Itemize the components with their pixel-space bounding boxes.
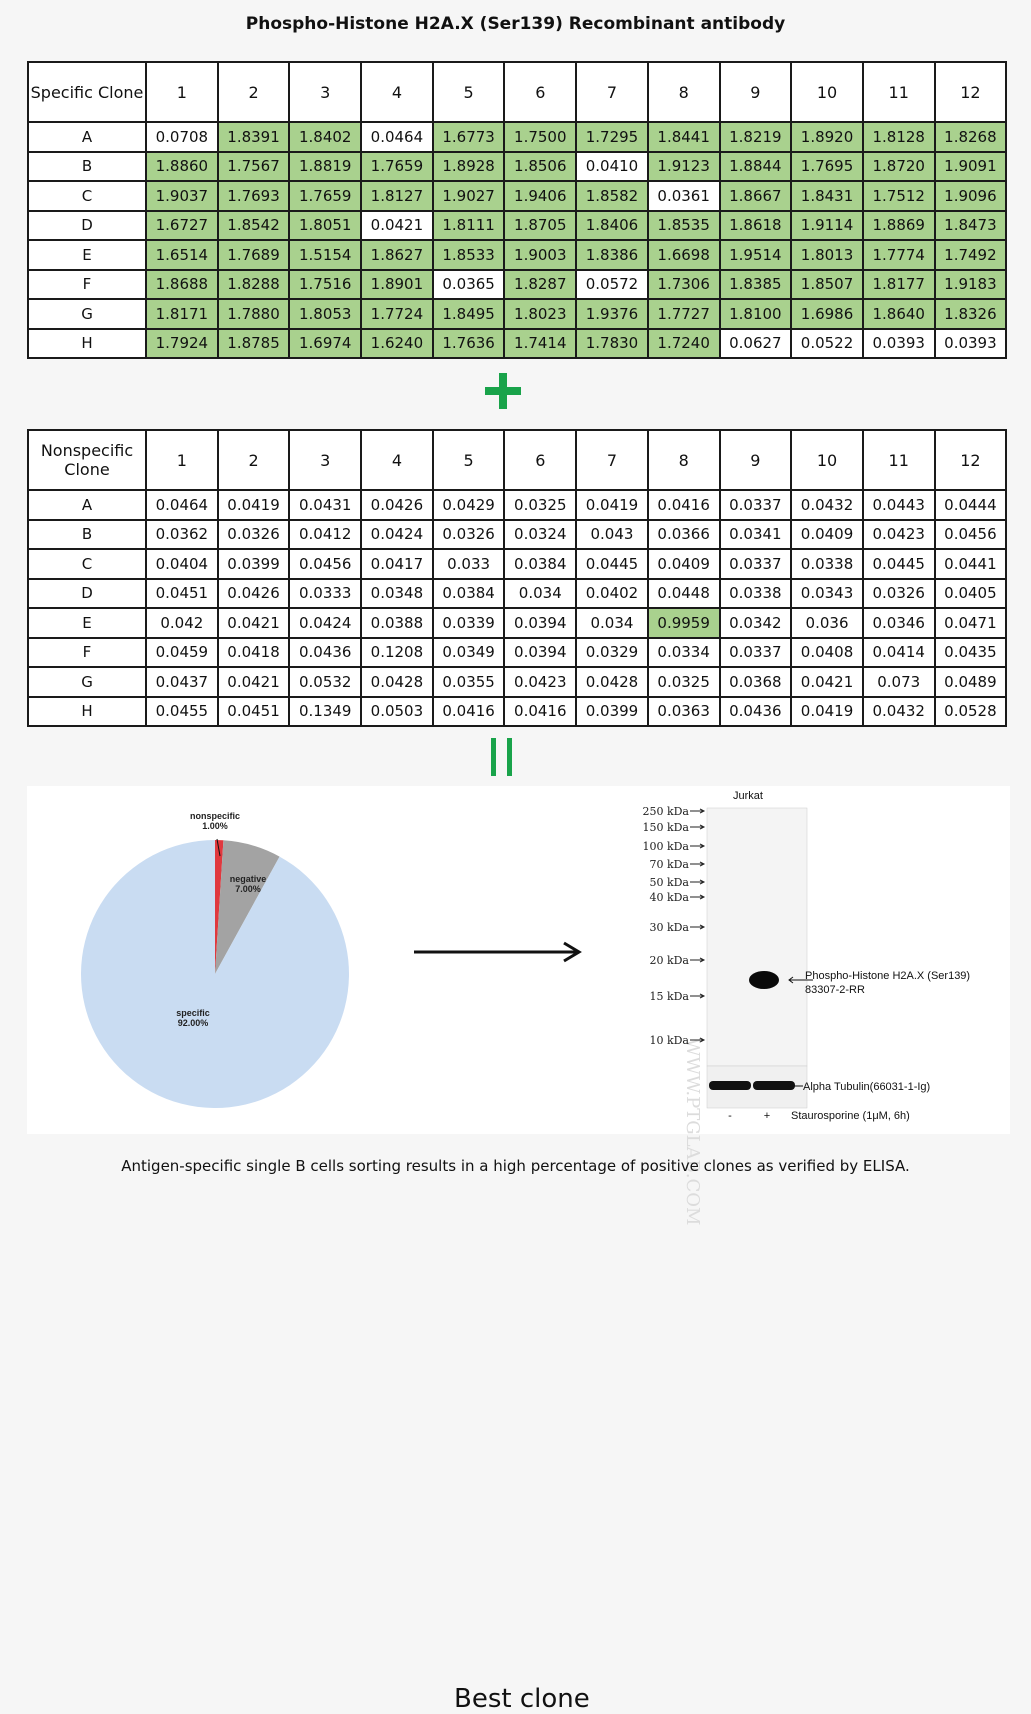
specific-cell: 1.8386: [576, 240, 648, 270]
specific-col-header: 12: [935, 62, 1007, 122]
specific-cell: 1.8431: [791, 181, 863, 211]
nonspecific-cell: 0.034: [576, 608, 648, 638]
nonspecific-col-header: 7: [576, 430, 648, 490]
specific-cell: 1.8391: [218, 122, 290, 152]
nonspecific-clone-table: [27, 429, 1007, 727]
nonspecific-cell: 0.0528: [935, 697, 1007, 727]
nonspecific-cell: 0.1208: [361, 638, 433, 668]
nonspecific-row-label: A: [28, 490, 146, 520]
treatment-label: Staurosporine (1μM, 6h): [791, 1110, 910, 1122]
marker-label: 150 kDa: [642, 821, 689, 834]
best-clone-label: Best clone: [454, 1684, 590, 1714]
nonspecific-cell: 0.0435: [935, 638, 1007, 668]
marker-label: 10 kDa: [649, 1034, 689, 1047]
specific-cell: 0.0393: [863, 329, 935, 359]
nonspecific-cell: 0.0426: [218, 579, 290, 609]
specific-cell: 1.7306: [648, 270, 720, 300]
specific-cell: 1.7295: [576, 122, 648, 152]
marker-label: 250 kDa: [642, 805, 689, 818]
nonspecific-cell: 0.0409: [791, 520, 863, 550]
nonspecific-cell: 0.0384: [504, 549, 576, 579]
specific-cell: 1.9091: [935, 152, 1007, 182]
specific-col-header: 8: [648, 62, 720, 122]
nonspecific-cell: 0.0348: [361, 579, 433, 609]
specific-row: [28, 181, 1006, 211]
specific-col-header: 7: [576, 62, 648, 122]
specific-cell: 1.9096: [935, 181, 1007, 211]
right-arrow-icon: [412, 940, 586, 964]
specific-cell: 0.0572: [576, 270, 648, 300]
nonspecific-col-header: 1: [146, 430, 218, 490]
nonspecific-cell: 0.0388: [361, 608, 433, 638]
nonspecific-row-label: B: [28, 520, 146, 550]
nonspecific-cell: 0.0418: [218, 638, 290, 668]
nonspecific-cell: 0.0338: [720, 579, 792, 609]
specific-cell: 0.0522: [791, 329, 863, 359]
nonspecific-cell: 0.0421: [218, 667, 290, 697]
tubulin-label: Alpha Tubulin(66031-1-Ig): [803, 1081, 931, 1093]
nonspecific-cell: 0.0333: [289, 579, 361, 609]
nonspecific-cell: 0.0405: [935, 579, 1007, 609]
nonspecific-col-header: 6: [504, 430, 576, 490]
nonspecific-cell: 0.0503: [361, 697, 433, 727]
nonspecific-col-header: 12: [935, 430, 1007, 490]
nonspecific-row: [28, 579, 1006, 609]
nonspecific-cell: 0.0326: [433, 520, 505, 550]
nonspecific-cell: 0.0448: [648, 579, 720, 609]
marker-label: 40 kDa: [649, 891, 689, 904]
nonspecific-cell: 0.0341: [720, 520, 792, 550]
specific-cell: 1.7567: [218, 152, 290, 182]
specific-row: [28, 270, 1006, 300]
specific-cell: 1.8177: [863, 270, 935, 300]
phospho-band: [749, 971, 779, 989]
specific-cell: 1.7492: [935, 240, 1007, 270]
specific-cell: 1.8127: [361, 181, 433, 211]
specific-cell: 1.8627: [361, 240, 433, 270]
nonspecific-cell: 0.036: [791, 608, 863, 638]
nonspecific-cell: 0.0431: [289, 490, 361, 520]
specific-cell: 1.8326: [935, 299, 1007, 329]
nonspecific-cell: 0.0324: [504, 520, 576, 550]
nonspecific-cell: 0.0363: [648, 697, 720, 727]
specific-col-header: 6: [504, 62, 576, 122]
pie-slice-specific: [81, 840, 349, 1108]
lane-plus: +: [763, 1110, 771, 1122]
specific-cell: 1.8582: [576, 181, 648, 211]
nonspecific-cell: 0.0421: [791, 667, 863, 697]
marker-label: 70 kDa: [649, 858, 689, 871]
specific-cell: 1.8688: [146, 270, 218, 300]
nonspecific-cell: 0.034: [504, 579, 576, 609]
nonspecific-cell: 0.0404: [146, 549, 218, 579]
marker-label: 20 kDa: [649, 954, 689, 967]
specific-cell: 1.7727: [648, 299, 720, 329]
specific-cell: 1.8385: [720, 270, 792, 300]
nonspecific-cell: 0.0366: [648, 520, 720, 550]
specific-cell: 1.7636: [433, 329, 505, 359]
nonspecific-col-header: 5: [433, 430, 505, 490]
nonspecific-cell: 0.0414: [863, 638, 935, 668]
marker-label: 50 kDa: [649, 876, 689, 889]
nonspecific-cell: 0.0419: [576, 490, 648, 520]
pie-label-negative: negative: [229, 874, 267, 884]
nonspecific-row: [28, 490, 1006, 520]
nonspecific-cell: 0.0443: [863, 490, 935, 520]
specific-cell: 1.7693: [218, 181, 290, 211]
specific-cell: 1.5154: [289, 240, 361, 270]
specific-cell: 1.8506: [504, 152, 576, 182]
nonspecific-row: [28, 549, 1006, 579]
nonspecific-cell: 0.0456: [289, 549, 361, 579]
marker-label: 15 kDa: [649, 990, 689, 1003]
marker-label: 100 kDa: [642, 840, 689, 853]
nonspecific-col-header: 10: [791, 430, 863, 490]
nonspecific-cell: 0.0441: [935, 549, 1007, 579]
tubulin-band-minus: [709, 1081, 751, 1090]
specific-cell: 1.9123: [648, 152, 720, 182]
nonspecific-cell: 0.0432: [863, 697, 935, 727]
nonspecific-cell: 0.0424: [361, 520, 433, 550]
nonspecific-clone-header: [28, 430, 146, 490]
nonspecific-cell: 0.0342: [720, 608, 792, 638]
nonspecific-cell: 0.0408: [791, 638, 863, 668]
nonspecific-cell: 0.0436: [720, 697, 792, 727]
nonspecific-col-header: 8: [648, 430, 720, 490]
specific-cell: 1.6698: [648, 240, 720, 270]
specific-cell: 1.8023: [504, 299, 576, 329]
band-label-2: 83307-2-RR: [805, 984, 865, 996]
nonspecific-cell: 0.0421: [218, 608, 290, 638]
specific-cell: 1.7516: [289, 270, 361, 300]
nonspecific-cell: 0.1349: [289, 697, 361, 727]
specific-cell: 1.8219: [720, 122, 792, 152]
specific-cell: 1.8128: [863, 122, 935, 152]
specific-cell: 1.7830: [576, 329, 648, 359]
specific-col-header: 2: [218, 62, 290, 122]
specific-cell: 1.8051: [289, 211, 361, 241]
nonspecific-cell: 0.9959: [648, 608, 720, 638]
nonspecific-row-label: D: [28, 579, 146, 609]
blot-main-membrane: [707, 808, 807, 1066]
nonspecific-cell: 0.0343: [791, 579, 863, 609]
specific-row-label: C: [28, 181, 146, 211]
specific-cell: 1.9027: [433, 181, 505, 211]
specific-cell: 1.8013: [791, 240, 863, 270]
specific-cell: 1.7512: [863, 181, 935, 211]
nonspecific-cell: 0.0409: [648, 549, 720, 579]
nonspecific-cell: 0.0471: [935, 608, 1007, 638]
marker-label: 30 kDa: [649, 921, 689, 934]
nonspecific-col-header: 9: [720, 430, 792, 490]
nonspecific-cell: 0.0532: [289, 667, 361, 697]
nonspecific-cell: 0.0419: [218, 490, 290, 520]
nonspecific-cell: 0.0337: [720, 549, 792, 579]
specific-cell: 1.8473: [935, 211, 1007, 241]
specific-cell: 1.9003: [504, 240, 576, 270]
specific-row: [28, 240, 1006, 270]
specific-row-label: D: [28, 211, 146, 241]
specific-cell: 1.7414: [504, 329, 576, 359]
nonspecific-header-line1: Nonspecific: [40, 441, 134, 460]
nonspecific-cell: 0.0429: [433, 490, 505, 520]
specific-col-header: 5: [433, 62, 505, 122]
pie-chart: [67, 794, 397, 1134]
nonspecific-cell: 0.0416: [433, 697, 505, 727]
specific-row-label: G: [28, 299, 146, 329]
specific-cell: 1.9183: [935, 270, 1007, 300]
specific-cell: 1.8535: [648, 211, 720, 241]
nonspecific-cell: 0.0368: [720, 667, 792, 697]
nonspecific-cell: 0.033: [433, 549, 505, 579]
sample-label: Jurkat: [733, 790, 763, 802]
specific-row-label: B: [28, 152, 146, 182]
specific-cell: 1.8287: [504, 270, 576, 300]
nonspecific-cell: 0.0349: [433, 638, 505, 668]
specific-cell: 1.8640: [863, 299, 935, 329]
nonspecific-cell: 0.0334: [648, 638, 720, 668]
specific-cell: 1.8819: [289, 152, 361, 182]
specific-cell: 1.7695: [791, 152, 863, 182]
nonspecific-cell: 0.042: [146, 608, 218, 638]
specific-col-header: 4: [361, 62, 433, 122]
specific-cell: 0.0627: [720, 329, 792, 359]
specific-row-label: A: [28, 122, 146, 152]
nonspecific-cell: 0.0423: [504, 667, 576, 697]
specific-cell: 1.9114: [791, 211, 863, 241]
nonspecific-cell: 0.0416: [648, 490, 720, 520]
specific-cell: 1.8111: [433, 211, 505, 241]
nonspecific-row: [28, 608, 1006, 638]
nonspecific-row: [28, 667, 1006, 697]
specific-col-header: 9: [720, 62, 792, 122]
nonspecific-cell: 0.0326: [863, 579, 935, 609]
page-title: Phospho-Histone H2A.X (Ser139) Recombinant antibody: [245, 14, 786, 34]
specific-cell: 0.0393: [935, 329, 1007, 359]
nonspecific-cell: 0.0455: [146, 697, 218, 727]
specific-cell: 1.8720: [863, 152, 935, 182]
specific-cell: 1.8053: [289, 299, 361, 329]
specific-cell: 1.9376: [576, 299, 648, 329]
specific-row: [28, 152, 1006, 182]
nonspecific-cell: 0.0426: [361, 490, 433, 520]
caption: Antigen-specific single B cells sorting results in a high percentage of positive clones as verified by ELISA.: [121, 1157, 910, 1175]
nonspecific-cell: 0.0445: [576, 549, 648, 579]
specific-cell: 1.6240: [361, 329, 433, 359]
nonspecific-cell: 0.0444: [935, 490, 1007, 520]
specific-cell: 1.6727: [146, 211, 218, 241]
specific-cell: 1.7880: [218, 299, 290, 329]
nonspecific-cell: 0.0437: [146, 667, 218, 697]
specific-cell: 0.0365: [433, 270, 505, 300]
specific-cell: 0.0464: [361, 122, 433, 152]
specific-cell: 1.7500: [504, 122, 576, 152]
specific-cell: 1.6974: [289, 329, 361, 359]
nonspecific-col-header: 3: [289, 430, 361, 490]
specific-cell: 1.7240: [648, 329, 720, 359]
nonspecific-cell: 0.0428: [361, 667, 433, 697]
pie-label-specific: specific: [176, 1008, 210, 1018]
specific-cell: 1.8533: [433, 240, 505, 270]
nonspecific-cell: 0.0394: [504, 638, 576, 668]
specific-row-label: F: [28, 270, 146, 300]
specific-row: [28, 299, 1006, 329]
nonspecific-row-label: H: [28, 697, 146, 727]
specific-cell: 1.8844: [720, 152, 792, 182]
specific-cell: 1.8288: [218, 270, 290, 300]
specific-col-header: 11: [863, 62, 935, 122]
nonspecific-cell: 0.043: [576, 520, 648, 550]
nonspecific-col-header: 2: [218, 430, 290, 490]
nonspecific-cell: 0.0399: [576, 697, 648, 727]
specific-cell: 1.8268: [935, 122, 1007, 152]
nonspecific-cell: 0.0355: [433, 667, 505, 697]
specific-cell: 1.7659: [361, 152, 433, 182]
nonspecific-cell: 0.0436: [289, 638, 361, 668]
nonspecific-cell: 0.0339: [433, 608, 505, 638]
pie-value-nonspecific: 1.00%: [202, 821, 228, 831]
nonspecific-cell: 0.0489: [935, 667, 1007, 697]
specific-cell: 1.8495: [433, 299, 505, 329]
nonspecific-cell: 0.0325: [504, 490, 576, 520]
specific-cell: 1.9406: [504, 181, 576, 211]
nonspecific-cell: 0.0325: [648, 667, 720, 697]
specific-cell: 1.8928: [433, 152, 505, 182]
specific-clone-header: Specific Clone: [28, 62, 146, 122]
specific-row: [28, 122, 1006, 152]
marker-ladder: [642, 805, 704, 1047]
nonspecific-row: [28, 638, 1006, 668]
specific-col-header: 10: [791, 62, 863, 122]
nonspecific-row-label: E: [28, 608, 146, 638]
specific-cell: 1.8860: [146, 152, 218, 182]
nonspecific-cell: 0.073: [863, 667, 935, 697]
nonspecific-cell: 0.0423: [863, 520, 935, 550]
nonspecific-cell: 0.0329: [576, 638, 648, 668]
nonspecific-cell: 0.0419: [791, 697, 863, 727]
specific-cell: 1.7724: [361, 299, 433, 329]
specific-cell: 1.7659: [289, 181, 361, 211]
nonspecific-cell: 0.0451: [146, 579, 218, 609]
specific-row: [28, 329, 1006, 359]
nonspecific-row-label: C: [28, 549, 146, 579]
pie-label-nonspecific: nonspecific: [189, 811, 241, 821]
nonspecific-row: [28, 520, 1006, 550]
specific-cell: 1.8100: [720, 299, 792, 329]
specific-cell: 1.6773: [433, 122, 505, 152]
specific-cell: 1.8785: [218, 329, 290, 359]
nonspecific-cell: 0.0394: [504, 608, 576, 638]
nonspecific-cell: 0.0399: [218, 549, 290, 579]
specific-cell: 1.8542: [218, 211, 290, 241]
specific-cell: 1.9037: [146, 181, 218, 211]
nonspecific-cell: 0.0346: [863, 608, 935, 638]
nonspecific-cell: 0.0412: [289, 520, 361, 550]
specific-cell: 1.8441: [648, 122, 720, 152]
specific-cell: 0.0421: [361, 211, 433, 241]
specific-row: [28, 211, 1006, 241]
nonspecific-row-label: G: [28, 667, 146, 697]
specific-cell: 1.8171: [146, 299, 218, 329]
specific-cell: 1.8901: [361, 270, 433, 300]
specific-cell: 1.6986: [791, 299, 863, 329]
nonspecific-row-label: F: [28, 638, 146, 668]
pie-value-specific: 92.00%: [177, 1018, 209, 1028]
lane-minus: -: [728, 1110, 732, 1122]
specific-cell: 1.8869: [863, 211, 935, 241]
specific-clone-table: [27, 61, 1007, 359]
plus-icon: [485, 373, 521, 409]
specific-col-header: 3: [289, 62, 361, 122]
specific-cell: 1.8705: [504, 211, 576, 241]
specific-cell: 1.9514: [720, 240, 792, 270]
nonspecific-col-header: 4: [361, 430, 433, 490]
specific-cell: 1.8402: [289, 122, 361, 152]
nonspecific-cell: 0.0338: [791, 549, 863, 579]
western-blot: [627, 788, 1007, 1226]
specific-cell: 1.8507: [791, 270, 863, 300]
watermark-text: WWW.PTGLAB.COM: [682, 1038, 703, 1226]
specific-cell: 1.8920: [791, 122, 863, 152]
nonspecific-cell: 0.0326: [218, 520, 290, 550]
nonspecific-cell: 0.0445: [863, 549, 935, 579]
specific-cell: 0.0410: [576, 152, 648, 182]
specific-cell: 1.8667: [720, 181, 792, 211]
nonspecific-cell: 0.0459: [146, 638, 218, 668]
nonspecific-cell: 0.0337: [720, 638, 792, 668]
specific-cell: 0.0708: [146, 122, 218, 152]
specific-cell: 1.8406: [576, 211, 648, 241]
specific-cell: 1.7924: [146, 329, 218, 359]
nonspecific-cell: 0.0337: [720, 490, 792, 520]
nonspecific-cell: 0.0424: [289, 608, 361, 638]
pie-value-negative: 7.00%: [235, 884, 261, 894]
specific-cell: 1.7774: [863, 240, 935, 270]
nonspecific-header-line2: Clone: [64, 460, 110, 479]
equals-icon: [491, 738, 517, 776]
nonspecific-cell: 0.0417: [361, 549, 433, 579]
nonspecific-cell: 0.0432: [791, 490, 863, 520]
nonspecific-cell: 0.0402: [576, 579, 648, 609]
specific-cell: 1.7689: [218, 240, 290, 270]
tubulin-band-plus: [753, 1081, 795, 1090]
specific-col-header: 1: [146, 62, 218, 122]
nonspecific-cell: 0.0384: [433, 579, 505, 609]
specific-row-label: H: [28, 329, 146, 359]
band-label-1: Phospho-Histone H2A.X (Ser139): [805, 970, 971, 982]
nonspecific-cell: 0.0416: [504, 697, 576, 727]
nonspecific-cell: 0.0464: [146, 490, 218, 520]
specific-cell: 1.6514: [146, 240, 218, 270]
specific-cell: 1.8618: [720, 211, 792, 241]
nonspecific-cell: 0.0362: [146, 520, 218, 550]
nonspecific-cell: 0.0428: [576, 667, 648, 697]
nonspecific-row: [28, 697, 1006, 727]
specific-row-label: E: [28, 240, 146, 270]
nonspecific-cell: 0.0451: [218, 697, 290, 727]
nonspecific-col-header: 11: [863, 430, 935, 490]
specific-cell: 0.0361: [648, 181, 720, 211]
nonspecific-cell: 0.0456: [935, 520, 1007, 550]
